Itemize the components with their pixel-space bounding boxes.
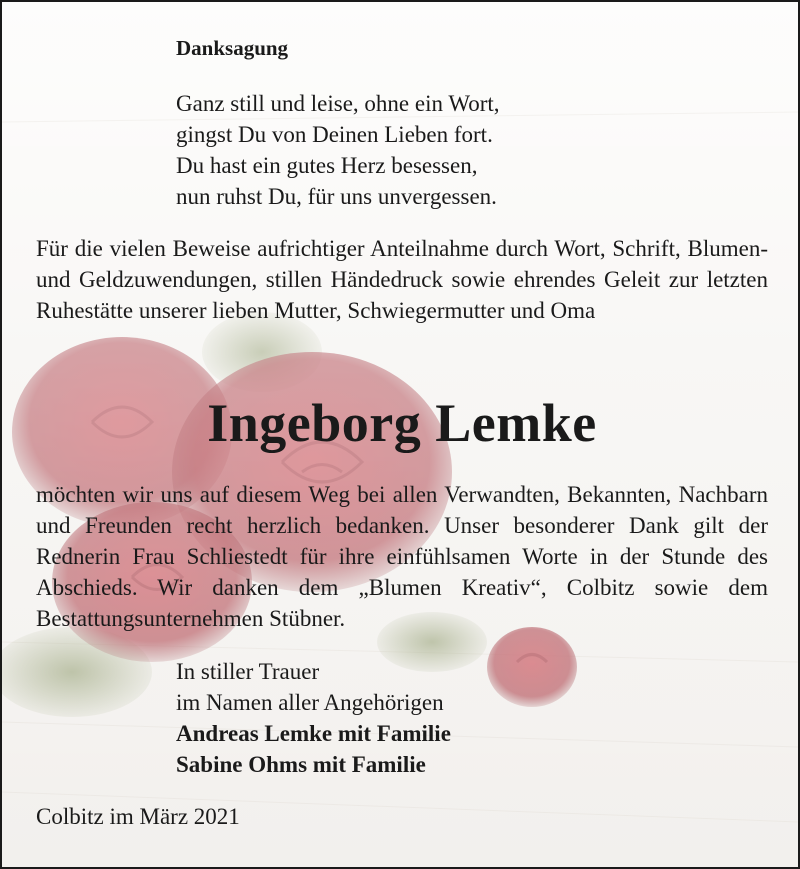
signature-block — [176, 656, 451, 780]
thanks-paragraph-intro: Für die vielen Beweise aufrichtiger Anteilnahme durch Wort, Schrift, Blumen- und Geldzuwendungen, stillen Händedruck sowie ehrendes Geleit zur letzten Ruhestätte unserer lieben Mutter, Schwiegermutter und Oma — [36, 236, 768, 323]
page-title: Danksagung — [176, 36, 289, 60]
signature-family: Andreas Lemke mit Familie — [176, 721, 451, 746]
poem-verse — [176, 88, 500, 212]
signature-family: Sabine Ohms mit Familie — [176, 752, 426, 777]
poem-line: Du hast ein gutes Herz besessen, — [176, 153, 478, 178]
poem-line: nun ruhst Du, für uns unvergessen. — [176, 184, 497, 209]
thanks-paragraph-main: möchten wir uns auf diesem Weg bei allen Verwandten, Bekannten, Nachbarn und Freunden recht herzlich bedanken. Unser besonderer Dank gilt der Rednerin Frau Schliestedt für ihre einfühlsamen Worte in der Stunde des Abschieds. Wir danken dem „Blumen Kreativ“, Colbitz sowie dem Bestattungsunternehmen Stübner. — [36, 482, 768, 631]
signature-line: im Namen aller Angehörigen — [176, 690, 444, 715]
place-date: Colbitz im März 2021 — [36, 804, 240, 829]
poem-line: Ganz still und leise, ohne ein Wort, — [176, 91, 500, 116]
poem-line: gingst Du von Deinen Lieben fort. — [176, 122, 493, 147]
signature-line: In stiller Trauer — [176, 659, 320, 684]
deceased-name: Ingeborg Lemke — [207, 393, 597, 453]
